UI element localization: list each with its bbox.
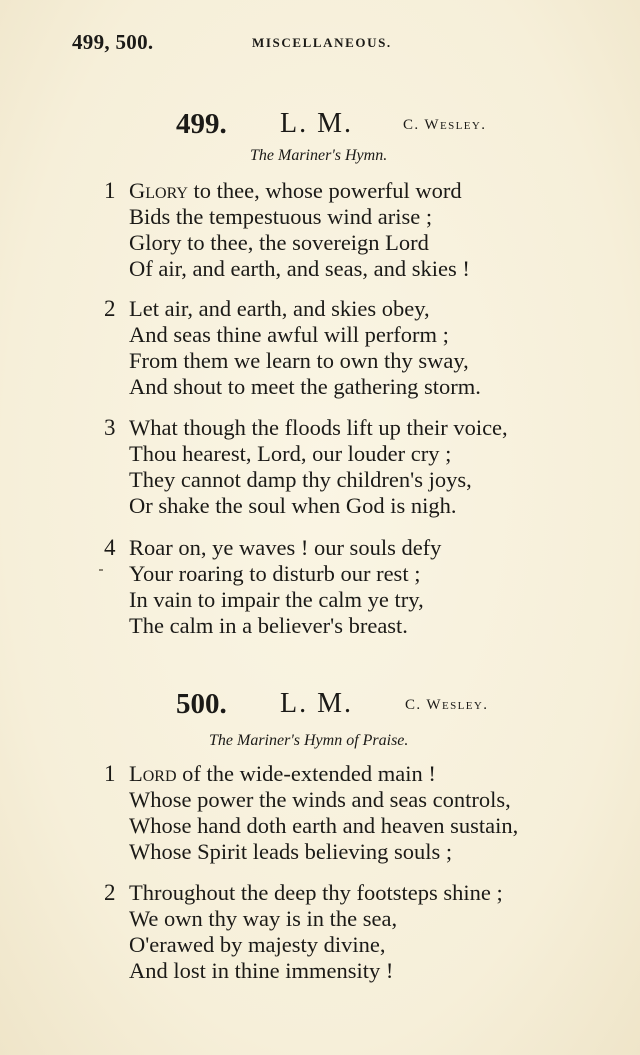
verse-line: Whose hand doth earth and heaven sustain, bbox=[129, 813, 519, 838]
hymn-meter: L. M. bbox=[280, 108, 353, 139]
hymn-author: C. Wesley. bbox=[403, 117, 487, 133]
verse-line: O'erawed by majesty divine, bbox=[129, 932, 386, 957]
hymn-499-header bbox=[176, 108, 516, 142]
hymn-number: 500. bbox=[176, 688, 227, 720]
verse-line bbox=[129, 761, 518, 787]
hymn-author: C. Wesley. bbox=[405, 697, 489, 713]
verse-line: The calm in a believer's breast. bbox=[129, 613, 408, 638]
verse-line: What though the floods lift up their voice, bbox=[129, 415, 508, 440]
verse-number: 3 bbox=[104, 415, 116, 440]
hymn-subtitle: The Mariner's Hymn. bbox=[250, 147, 388, 164]
hymn-number: 499. bbox=[176, 108, 227, 140]
hymn-500-header bbox=[176, 688, 516, 722]
ink-speck bbox=[99, 569, 103, 571]
first-word-small-caps: Glory bbox=[129, 178, 188, 203]
verse-line: Let air, and earth, and skies obey, bbox=[129, 296, 430, 321]
verse-number: 2 bbox=[104, 296, 116, 321]
verse-number: 4 bbox=[104, 535, 116, 560]
verse-line: And shout to meet the gathering storm. bbox=[129, 374, 481, 399]
hymn-meter: L. M. bbox=[280, 688, 353, 719]
verse-line: And seas thine awful will perform ; bbox=[129, 322, 449, 347]
verse-number: 1 bbox=[104, 761, 116, 786]
verse-line-rest: of the wide-extended main ! bbox=[176, 761, 436, 786]
verse-line: Glory to thee, the sovereign Lord bbox=[129, 230, 429, 255]
verse-line: Roar on, ye waves ! our souls defy bbox=[129, 535, 442, 560]
section-title: MISCELLANEOUS. bbox=[252, 35, 392, 50]
first-word-small-caps: Lord bbox=[129, 761, 177, 786]
verse-line: Thou hearest, Lord, our louder cry ; bbox=[129, 441, 452, 466]
verse-line: They cannot damp thy children's joys, bbox=[129, 467, 472, 492]
page-number: 499, 500. bbox=[72, 30, 154, 54]
verse-line: From them we learn to own thy sway, bbox=[129, 348, 469, 373]
running-head bbox=[72, 30, 592, 56]
verse-line bbox=[129, 178, 470, 204]
verse-line: Bids the tempestuous wind arise ; bbox=[129, 204, 433, 229]
verse-line: Throughout the deep thy footsteps shine ; bbox=[129, 880, 503, 905]
hymn-subtitle: The Mariner's Hymn of Praise. bbox=[209, 732, 409, 749]
verse-line: In vain to impair the calm ye try, bbox=[129, 587, 424, 612]
verse-number: 1 bbox=[104, 178, 116, 203]
verse-line: Whose power the winds and seas controls, bbox=[129, 787, 511, 812]
verse-line: We own thy way is in the sea, bbox=[129, 906, 398, 931]
verse-number: 2 bbox=[104, 880, 116, 905]
verse-line: Of air, and earth, and seas, and skies ! bbox=[129, 256, 470, 281]
verse-line: Whose Spirit leads believing souls ; bbox=[129, 839, 453, 864]
verse-line-rest: to thee, whose powerful word bbox=[187, 178, 462, 203]
verse-line: Or shake the soul when God is nigh. bbox=[129, 493, 457, 518]
verse-line: Your roaring to disturb our rest ; bbox=[129, 561, 421, 586]
verse-line: And lost in thine immensity ! bbox=[129, 958, 394, 983]
